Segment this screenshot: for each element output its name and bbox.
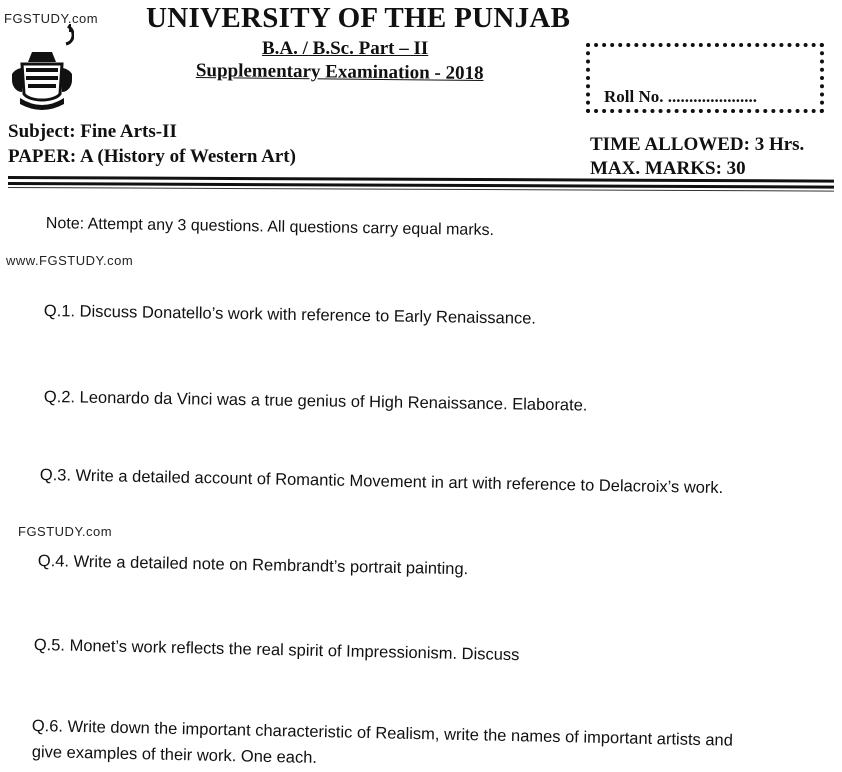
question-2: Q.2. Leonardo da Vinci was a true genius of High Renaissance. Elaborate. [43,388,588,415]
watermark-bottom: FGSTUDY.com [18,524,113,539]
watermark-middle: www.FGSTUDY.com [6,253,134,268]
subject-label: Subject: Fine Arts-II [8,121,177,142]
university-crest-icon [10,22,74,114]
question-1: Q.1. Discuss Donatello’s work with reference to Early Renaissance. [43,302,537,328]
question-4: Q.4. Write a detailed note on Rembrandt’s portrait painting. [37,552,469,579]
watermark-top: FGSTUDY.com [4,11,99,26]
max-marks-label: MAX. MARKS: 30 [590,158,746,179]
question-6: Q.6. Write down the important characteristic of Realism, write the names of important artists and [31,717,734,750]
university-title: UNIVERSITY OF THE PUNJAB [146,2,571,34]
paper-label: PAPER: A (History of Western Art) [8,146,296,167]
question-3: Q.3. Write a detailed account of Romantic Movement in art with reference to Delacroix’s work. [39,466,724,498]
time-allowed-label: TIME ALLOWED: 3 Hrs. [590,134,805,155]
question-5: Q.5. Monet’s work reflects the real spirit of Impressionism. Discuss [33,636,520,665]
roll-number-label: Roll No. ..................... [604,87,757,106]
instructions-note: Note: Attempt any 3 questions. All questions carry equal marks. [45,215,495,240]
exam-title: Supplementary Examination - 2018 [195,60,484,85]
class-label: B.A. / B.Sc. Part – II [262,38,429,59]
question-6-continued: give examples of their work. One each. [31,743,318,767]
